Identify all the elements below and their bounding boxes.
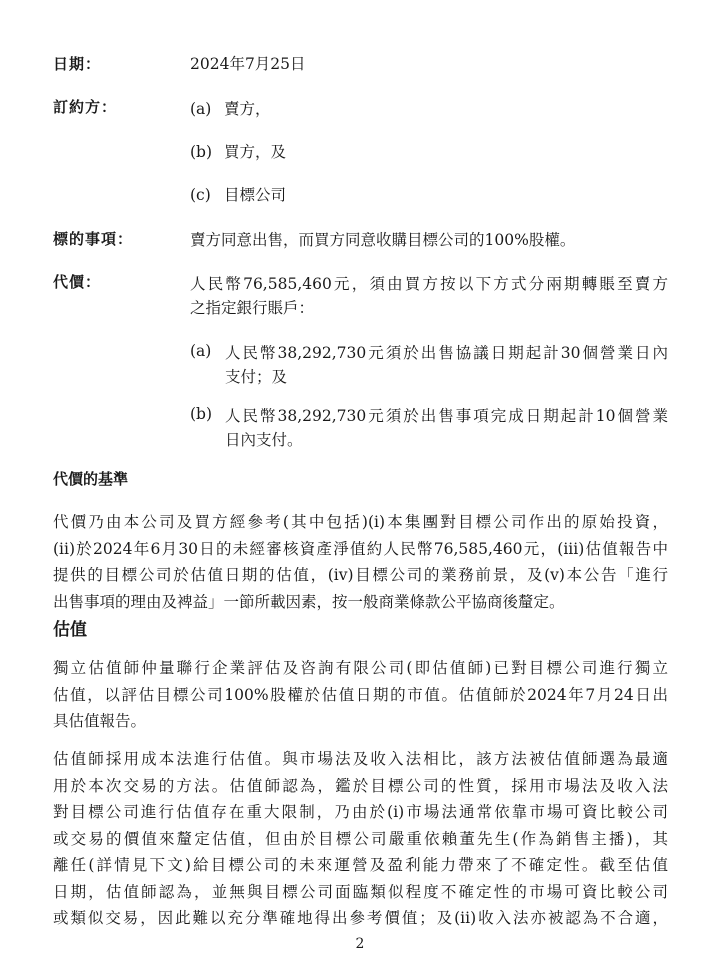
parties-label: 訂約方： <box>53 98 118 116</box>
subject-value: 賣方同意出售，而買方同意收購目標公司的100%股權。 <box>190 231 576 249</box>
page-number: 2 <box>355 936 365 952</box>
valuation-p1-line: 具估值報告。 <box>53 712 147 730</box>
installment-b-marker: (b) <box>190 405 213 423</box>
valuation-paragraph-1 <box>53 655 668 735</box>
basis-line: 出售事項的理由及裨益」一節所載因素，按一般商業條款公平協商後釐定。 <box>53 592 565 611</box>
installment-a-line: 人民幣38,292,730元須於出售協議日期起計30個營業日內 <box>225 344 668 362</box>
installment-b-line: 人民幣38,292,730元須於出售事項完成日期起計10個營業 <box>225 407 668 425</box>
party-b-text: 買方，及 <box>224 143 287 161</box>
party-b-marker: (b) <box>190 143 213 161</box>
valuation-paragraph-2 <box>53 746 668 932</box>
valuation-p2-line: 日期，估值師認為，並無與目標公司面臨類似程度不確定性的市場可資比較公司 <box>53 882 668 901</box>
basis-line: (ii)於2024年6月30日的未經審核資產淨值約人民幣76,585,460元，(iii)估值報告中 <box>53 539 668 558</box>
installment-b-line: 日內支付。 <box>225 431 303 449</box>
valuation-p2-line: 離任(詳情見下文)給目標公司的未來運營及盈利能力帶來了不確定性。截至估值 <box>53 856 668 874</box>
consideration-intro-line: 之指定銀行賬戶： <box>190 299 315 317</box>
installment-a-marker: (a) <box>190 342 212 360</box>
consideration-intro <box>190 272 668 320</box>
valuation-p2-line: 用於本次交易的方法。估值師認為，鑑於目標公司的性質，採用市場法及收入法 <box>53 776 668 795</box>
party-a-marker: (a) <box>190 100 212 118</box>
basis-line: 代價乃由本公司及買方經參考(其中包括)(i)本集團對目標公司作出的原始投資， <box>53 513 668 531</box>
valuation-p2-line: 估值師採用成本法進行估值。與市場法及收入法相比，該方法被估值師選為最適 <box>53 750 668 768</box>
basis-heading: 代價的基準 <box>53 470 129 488</box>
installment-a-text <box>225 341 668 389</box>
valuation-p2-line: 對目標公司進行估值存在重大限制，乃由於(i)市場法通常依靠市場可資比較公司 <box>53 803 668 821</box>
installment-a-line: 支付；及 <box>225 368 288 386</box>
valuation-p1-line: 估值，以評估目標公司100%股權於估值日期的市值。估值師於2024年7月24日出 <box>53 685 668 704</box>
installment-b-text <box>225 404 668 452</box>
basis-line: 提供的目標公司於估值日期的估值，(iv)目標公司的業務前景，及(v)本公告「進行 <box>53 566 668 584</box>
consideration-label: 代價： <box>53 273 102 291</box>
subject-label: 標的事項： <box>53 230 134 248</box>
basis-paragraph <box>53 509 668 615</box>
party-a-text: 賣方， <box>224 100 271 118</box>
date-value: 2024年7月25日 <box>190 55 306 73</box>
valuation-p2-line: 或交易的價值來釐定估值，但由於目標公司嚴重依賴董先生(作為銷售主播)，其 <box>53 829 668 848</box>
consideration-intro-line: 人民幣76,585,460元，須由買方按以下方式分兩期轉賬至賣方 <box>190 275 668 293</box>
valuation-heading: 估值 <box>53 620 87 640</box>
party-c-text: 目標公司 <box>224 186 287 204</box>
date-label: 日期： <box>53 55 102 73</box>
valuation-p2-line: 或類似交易，因此難以充分準確地得出參考價值；及(ii)收入法亦被認為不合適， <box>53 909 668 927</box>
valuation-p1-line: 獨立估值師仲量聯行企業評估及咨詢有限公司(即估值師)已對目標公司進行獨立 <box>53 659 668 677</box>
party-c-marker: (c) <box>190 186 211 204</box>
